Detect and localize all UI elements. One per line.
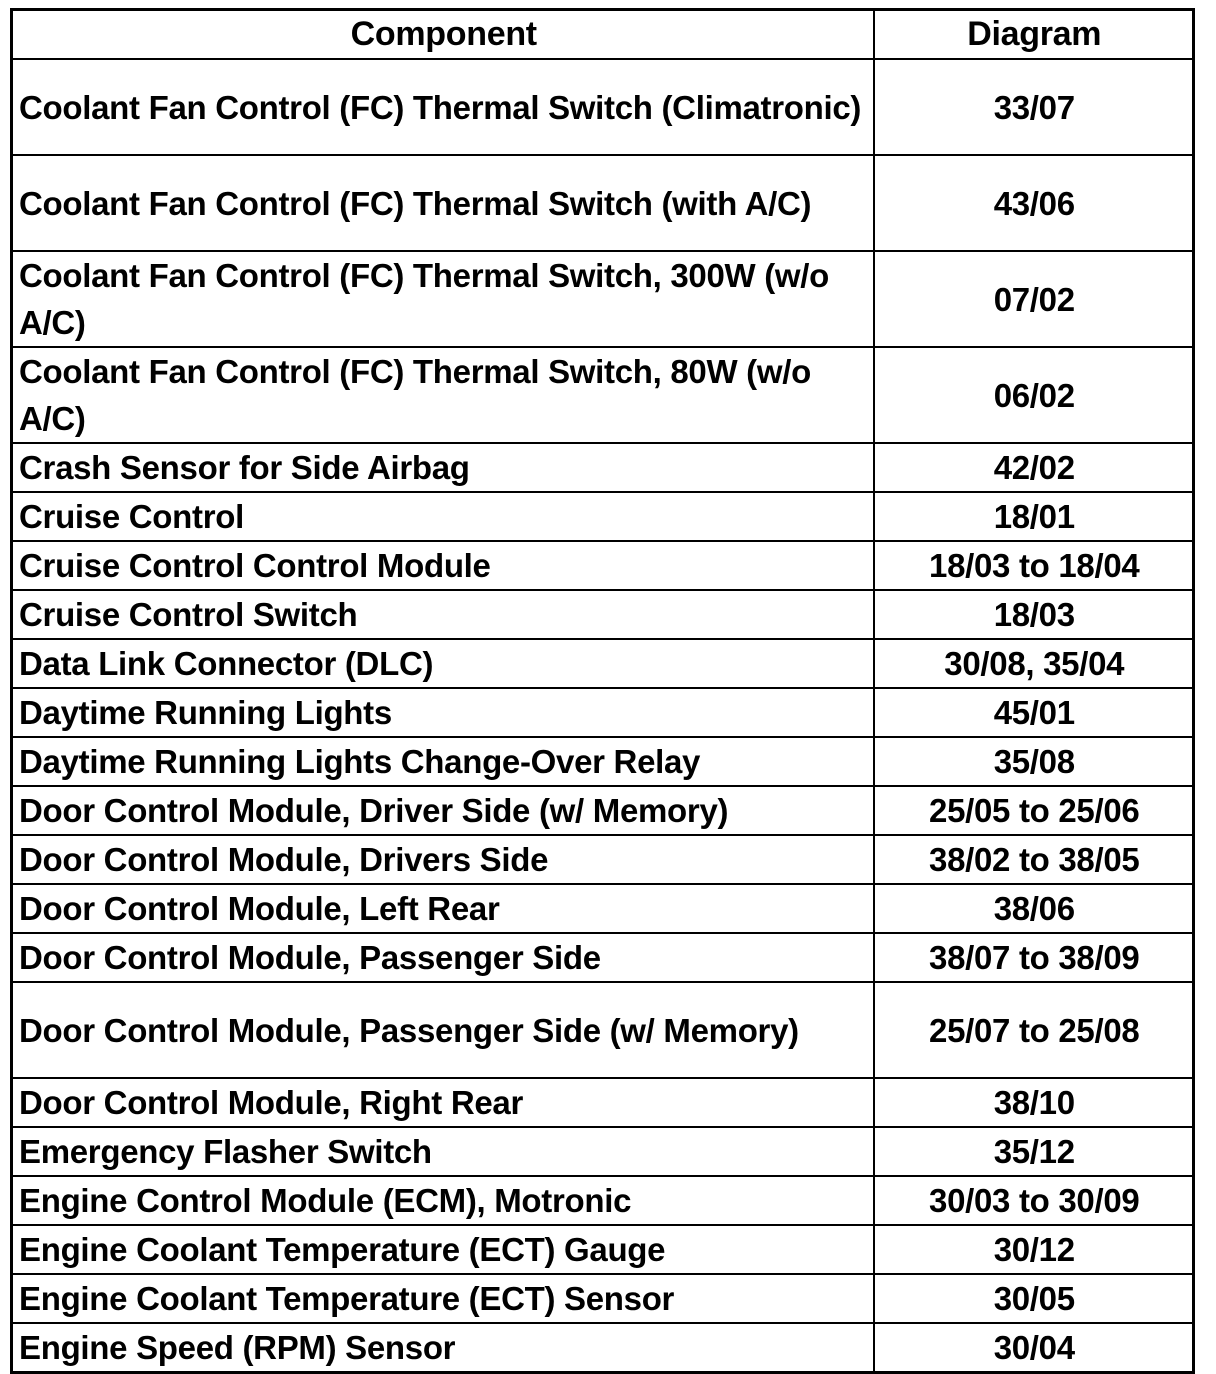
table-row xyxy=(12,737,1194,786)
diagram-cell: 18/01 xyxy=(874,492,1194,541)
component-cell: Coolant Fan Control (FC) Thermal Switch, 300W (w/o A/C) xyxy=(12,251,874,347)
component-cell: Engine Speed (RPM) Sensor xyxy=(12,1323,874,1373)
diagram-cell: 30/04 xyxy=(874,1323,1194,1373)
component-cell: Engine Coolant Temperature (ECT) Gauge xyxy=(12,1225,874,1274)
diagram-cell: 38/06 xyxy=(874,884,1194,933)
table-row xyxy=(12,982,1194,1078)
table-row xyxy=(12,933,1194,982)
component-cell: Daytime Running Lights Change-Over Relay xyxy=(12,737,874,786)
component-cell: Door Control Module, Driver Side (w/ Memory) xyxy=(12,786,874,835)
diagram-cell: 38/02 to 38/05 xyxy=(874,835,1194,884)
table-row xyxy=(12,492,1194,541)
component-cell: Door Control Module, Right Rear xyxy=(12,1078,874,1127)
component-cell: Engine Control Module (ECM), Motronic xyxy=(12,1176,874,1225)
table-row xyxy=(12,884,1194,933)
table-row xyxy=(12,1176,1194,1225)
table-row xyxy=(12,1323,1194,1373)
component-cell: Coolant Fan Control (FC) Thermal Switch (Climatronic) xyxy=(12,59,874,155)
table-header-row xyxy=(12,10,1194,60)
component-cell: Daytime Running Lights xyxy=(12,688,874,737)
table-row xyxy=(12,590,1194,639)
component-cell: Cruise Control Switch xyxy=(12,590,874,639)
table-row xyxy=(12,155,1194,251)
table-row xyxy=(12,1078,1194,1127)
diagram-cell: 42/02 xyxy=(874,443,1194,492)
diagram-cell: 35/08 xyxy=(874,737,1194,786)
table-row xyxy=(12,688,1194,737)
diagram-cell: 33/07 xyxy=(874,59,1194,155)
diagram-cell: 30/08, 35/04 xyxy=(874,639,1194,688)
component-diagram-table xyxy=(10,8,1195,1374)
table-row xyxy=(12,1225,1194,1274)
diagram-cell: 45/01 xyxy=(874,688,1194,737)
component-cell: Emergency Flasher Switch xyxy=(12,1127,874,1176)
table-row xyxy=(12,59,1194,155)
diagram-cell: 06/02 xyxy=(874,347,1194,443)
component-column-header: Component xyxy=(12,10,874,60)
component-cell: Door Control Module, Passenger Side xyxy=(12,933,874,982)
table-row xyxy=(12,541,1194,590)
diagram-cell: 25/05 to 25/06 xyxy=(874,786,1194,835)
component-cell: Data Link Connector (DLC) xyxy=(12,639,874,688)
diagram-cell: 43/06 xyxy=(874,155,1194,251)
component-cell: Cruise Control Control Module xyxy=(12,541,874,590)
component-cell: Coolant Fan Control (FC) Thermal Switch (with A/C) xyxy=(12,155,874,251)
table-body xyxy=(12,59,1194,1373)
component-cell: Door Control Module, Passenger Side (w/ Memory) xyxy=(12,982,874,1078)
diagram-cell: 30/05 xyxy=(874,1274,1194,1323)
diagram-cell: 18/03 to 18/04 xyxy=(874,541,1194,590)
table-row xyxy=(12,835,1194,884)
table-row xyxy=(12,443,1194,492)
table-row xyxy=(12,347,1194,443)
diagram-cell: 30/12 xyxy=(874,1225,1194,1274)
table-row xyxy=(12,639,1194,688)
component-cell: Cruise Control xyxy=(12,492,874,541)
table-row xyxy=(12,251,1194,347)
table-row xyxy=(12,1274,1194,1323)
component-cell: Door Control Module, Drivers Side xyxy=(12,835,874,884)
table-row xyxy=(12,786,1194,835)
diagram-cell: 38/07 to 38/09 xyxy=(874,933,1194,982)
diagram-cell: 35/12 xyxy=(874,1127,1194,1176)
component-cell: Engine Coolant Temperature (ECT) Sensor xyxy=(12,1274,874,1323)
table-row xyxy=(12,1127,1194,1176)
component-cell: Coolant Fan Control (FC) Thermal Switch, 80W (w/o A/C) xyxy=(12,347,874,443)
diagram-cell: 07/02 xyxy=(874,251,1194,347)
diagram-cell: 25/07 to 25/08 xyxy=(874,982,1194,1078)
diagram-cell: 30/03 to 30/09 xyxy=(874,1176,1194,1225)
component-cell: Door Control Module, Left Rear xyxy=(12,884,874,933)
diagram-cell: 38/10 xyxy=(874,1078,1194,1127)
diagram-column-header: Diagram xyxy=(874,10,1194,60)
diagram-cell: 18/03 xyxy=(874,590,1194,639)
component-cell: Crash Sensor for Side Airbag xyxy=(12,443,874,492)
